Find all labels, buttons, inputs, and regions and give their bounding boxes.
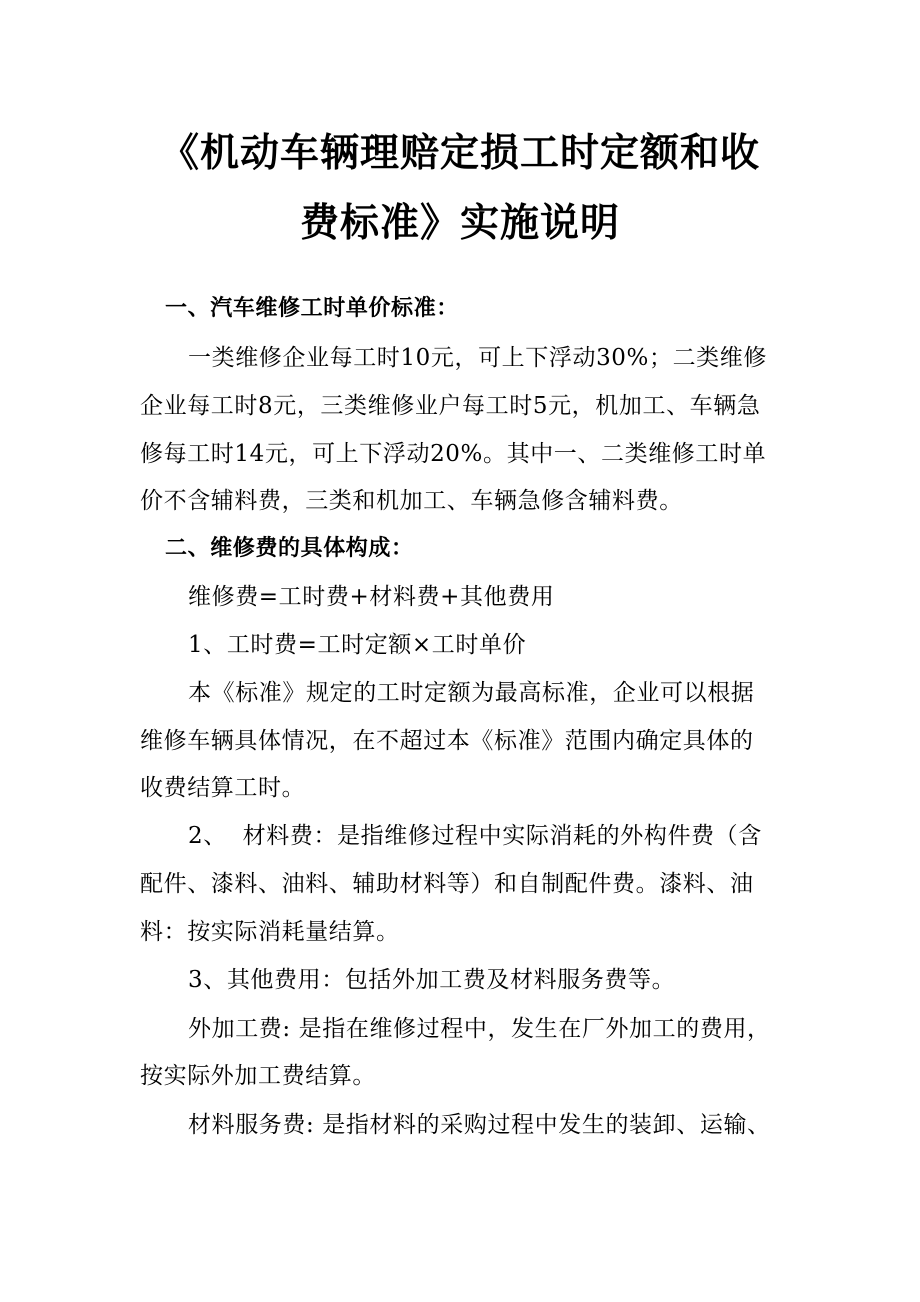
paragraph-line: 价不含辅料费，三类和机加工、车辆急修含辅料费。 [140, 488, 683, 514]
paragraph-line: 维修车辆具体情况，在不超过本《标准》范围内确定具体的 [140, 728, 754, 754]
paragraph-line: 配件、漆料、油料、辅助材料等）和自制配件费。漆料、油 [140, 871, 754, 897]
paragraph-line: 修每工时14元，可上下浮动20%。其中一、二类维修工时单 [140, 441, 767, 467]
paragraph-line: 一类维修企业每工时10元，可上下浮动30%；二类维修 [188, 345, 767, 371]
paragraph-line: 料：按实际消耗量结算。 [140, 919, 400, 945]
paragraph-line: 按实际外加工费结算。 [140, 1063, 376, 1089]
paragraph-line: 收费结算工时。 [140, 775, 306, 801]
section2-heading: 二、维修费的具体构成： [165, 536, 414, 561]
document-title-line-1: 《机动车辆理赔定损工时定额和收 [159, 131, 760, 176]
paragraph-line: 2、 材料费：是指维修过程中实际消耗的外构件费（含 [188, 823, 762, 849]
section1-heading: 一、汽车维修工时单价标准： [165, 296, 459, 321]
paragraph-line: 材料服务费: 是指材料的采购过程中发生的装卸、运输、 [188, 1112, 771, 1138]
document-title-line-2: 费标准》实施说明 [299, 201, 620, 246]
item3-title: 3、其他费用：包括外加工费及材料服务费等。 [188, 967, 676, 993]
paragraph-line: 外加工费: 是指在维修过程中，发生在厂外加工的费用， [188, 1016, 771, 1042]
item1-title: 1、工时费=工时定额×工时单价 [188, 632, 527, 658]
paragraph-line: 企业每工时8元，三类维修业户每工时5元，机加工、车辆急 [140, 393, 761, 419]
paragraph-line: 本《标准》规定的工时定额为最高标准，企业可以根据 [188, 680, 755, 706]
formula-line: 维修费=工时费+材料费+其他费用 [188, 584, 555, 610]
